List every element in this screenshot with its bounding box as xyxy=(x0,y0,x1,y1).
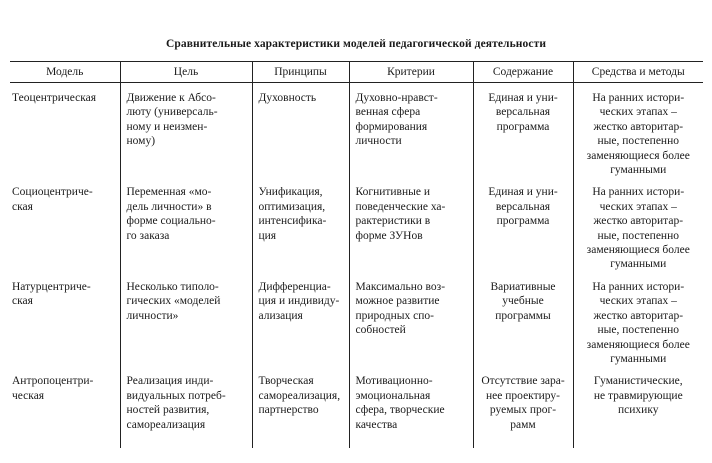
cell-line: Антропоцентри- xyxy=(12,375,94,388)
cell-line: можное развитие xyxy=(355,295,440,308)
table-row xyxy=(10,366,703,448)
cell-line: ческих этапах – xyxy=(599,106,677,119)
cell-line: Когнитивные и xyxy=(355,186,430,199)
cell-line: программы xyxy=(495,309,551,322)
cell-line: Мотивационно- xyxy=(355,375,433,388)
cell-line: Натурцентриче- xyxy=(12,280,91,293)
cell-principles xyxy=(252,83,349,178)
cell-goal xyxy=(120,177,252,271)
cell-line: жестко авторитар- xyxy=(593,309,684,322)
cell-model xyxy=(10,366,120,448)
column-header-goal: Цель xyxy=(120,62,252,83)
cell-line: самореализация xyxy=(126,418,206,431)
cell-goal xyxy=(120,272,252,366)
cell-line: Духовно-нравст- xyxy=(355,92,438,104)
cell-line: природных спо- xyxy=(355,309,434,322)
cell-line: гуманными xyxy=(610,258,667,271)
cell-line: качества xyxy=(355,418,398,431)
cell-line: программа xyxy=(496,215,550,228)
cell-line: Переменная «мо- xyxy=(126,186,212,199)
cell-line: ция xyxy=(258,229,277,242)
cell-line: собностей xyxy=(355,324,406,337)
cell-content xyxy=(473,366,573,448)
comparison-table xyxy=(10,61,703,448)
cell-line: Реализация инди- xyxy=(126,375,214,388)
cell-line: поведенческие ха- xyxy=(355,200,446,213)
cell-model xyxy=(10,83,120,178)
cell-line: видуальных потреб- xyxy=(126,389,226,402)
cell-line: ческая xyxy=(12,389,45,402)
cell-line: Гуманистические, xyxy=(593,375,683,388)
column-header-model: Модель xyxy=(10,62,120,83)
cell-line: оптимизация, xyxy=(258,200,326,213)
cell-line: Социоцентриче- xyxy=(12,186,93,199)
cell-line: Максимально воз- xyxy=(355,280,446,293)
cell-line: ному) xyxy=(126,135,156,148)
cell-line: Дифференциа- xyxy=(258,280,331,293)
cell-line: Несколько типоло- xyxy=(126,280,219,293)
cell-model xyxy=(10,272,120,366)
cell-line: рактеристики в xyxy=(355,215,431,228)
cell-line: ные, постепенно xyxy=(597,229,679,242)
cell-line: Духовность xyxy=(258,92,317,104)
cell-line: го заказа xyxy=(126,229,170,242)
cell-line: нее проектиру- xyxy=(486,389,560,402)
cell-line: Творческая xyxy=(258,375,314,388)
cell-line: На ранних истори- xyxy=(592,280,685,293)
cell-line: Единая и уни- xyxy=(488,92,558,104)
cell-line: жестко авторитар- xyxy=(593,120,684,133)
cell-line: гуманными xyxy=(610,164,667,177)
cell-line: Теоцентрическая xyxy=(12,92,97,104)
cell-line: личности xyxy=(355,135,402,148)
column-header-principles: Принципы xyxy=(252,62,349,83)
cell-line: Унификация, xyxy=(258,186,323,199)
cell-line: интенсифика- xyxy=(258,215,327,228)
cell-criteria xyxy=(349,177,473,271)
cell-line: формирования xyxy=(355,120,428,133)
cell-content xyxy=(473,272,573,366)
cell-line: учебные xyxy=(502,295,544,308)
cell-line: ному и неизмен- xyxy=(126,120,208,133)
cell-means xyxy=(573,177,703,271)
header-row xyxy=(10,62,703,83)
cell-line: не травмирующие xyxy=(593,389,683,402)
cell-line: сфера, творческие xyxy=(355,404,445,417)
cell-line: психику xyxy=(618,404,659,417)
cell-line: ностей развития, xyxy=(126,404,210,417)
cell-line: личности» xyxy=(126,309,179,322)
cell-line: ческих этапах – xyxy=(599,295,677,308)
cell-principles xyxy=(252,366,349,448)
table-row xyxy=(10,177,703,271)
cell-line: версальная xyxy=(495,200,551,213)
cell-principles xyxy=(252,177,349,271)
cell-line: дель личности» в xyxy=(126,200,212,213)
table-title: Сравнительные характеристики моделей педагогической деятельности xyxy=(165,38,547,50)
cell-line: На ранних истори- xyxy=(592,186,685,199)
cell-means xyxy=(573,366,703,448)
cell-line: Единая и уни- xyxy=(488,186,558,199)
cell-line: рамм xyxy=(510,418,536,431)
table-body xyxy=(10,83,703,449)
cell-line: заменяющиеся более xyxy=(586,338,690,351)
cell-means xyxy=(573,83,703,178)
cell-line: программа xyxy=(496,120,550,133)
cell-criteria xyxy=(349,366,473,448)
cell-line: ализация xyxy=(258,309,303,322)
cell-line: ные, постепенно xyxy=(597,135,679,148)
cell-line: гуманными xyxy=(610,352,667,365)
cell-content xyxy=(473,177,573,271)
cell-goal xyxy=(120,366,252,448)
cell-line: ция и индивиду- xyxy=(258,295,340,308)
cell-line: Движение к Абсо- xyxy=(126,92,216,104)
cell-line: ская xyxy=(12,200,33,213)
cell-line: люту (универсаль- xyxy=(126,106,218,119)
cell-line: Отсутствие зара- xyxy=(481,375,565,388)
cell-line: эмоциональная xyxy=(355,389,431,402)
cell-line: ская xyxy=(12,295,33,308)
cell-line: жестко авторитар- xyxy=(593,215,684,228)
cell-line: Вариативные xyxy=(490,280,556,293)
cell-line: версальная xyxy=(495,106,551,119)
cell-line: заменяющиеся более xyxy=(586,244,690,257)
cell-line: гических «моделей xyxy=(126,295,221,308)
cell-line: На ранних истори- xyxy=(592,92,685,104)
cell-line: партнерство xyxy=(258,404,319,417)
cell-criteria xyxy=(349,83,473,178)
cell-line: форме ЗУНов xyxy=(355,229,423,242)
cell-means xyxy=(573,272,703,366)
cell-goal xyxy=(120,83,252,178)
cell-line: ные, постепенно xyxy=(597,324,679,337)
table-row xyxy=(10,272,703,366)
cell-line: ческих этапах – xyxy=(599,200,677,213)
table-row xyxy=(10,83,703,178)
cell-criteria xyxy=(349,272,473,366)
cell-principles xyxy=(252,272,349,366)
cell-line: руемых прог- xyxy=(489,404,557,417)
cell-line: заменяющиеся более xyxy=(586,149,690,162)
cell-model xyxy=(10,177,120,271)
cell-line: форме социально- xyxy=(126,215,216,228)
column-header-criteria: Критерии xyxy=(349,62,473,83)
cell-content xyxy=(473,83,573,178)
column-header-content: Содержание xyxy=(473,62,573,83)
cell-line: венная сфера xyxy=(355,106,421,119)
cell-line: самореализация, xyxy=(258,389,341,402)
column-header-means: Средства и методы xyxy=(573,62,703,83)
